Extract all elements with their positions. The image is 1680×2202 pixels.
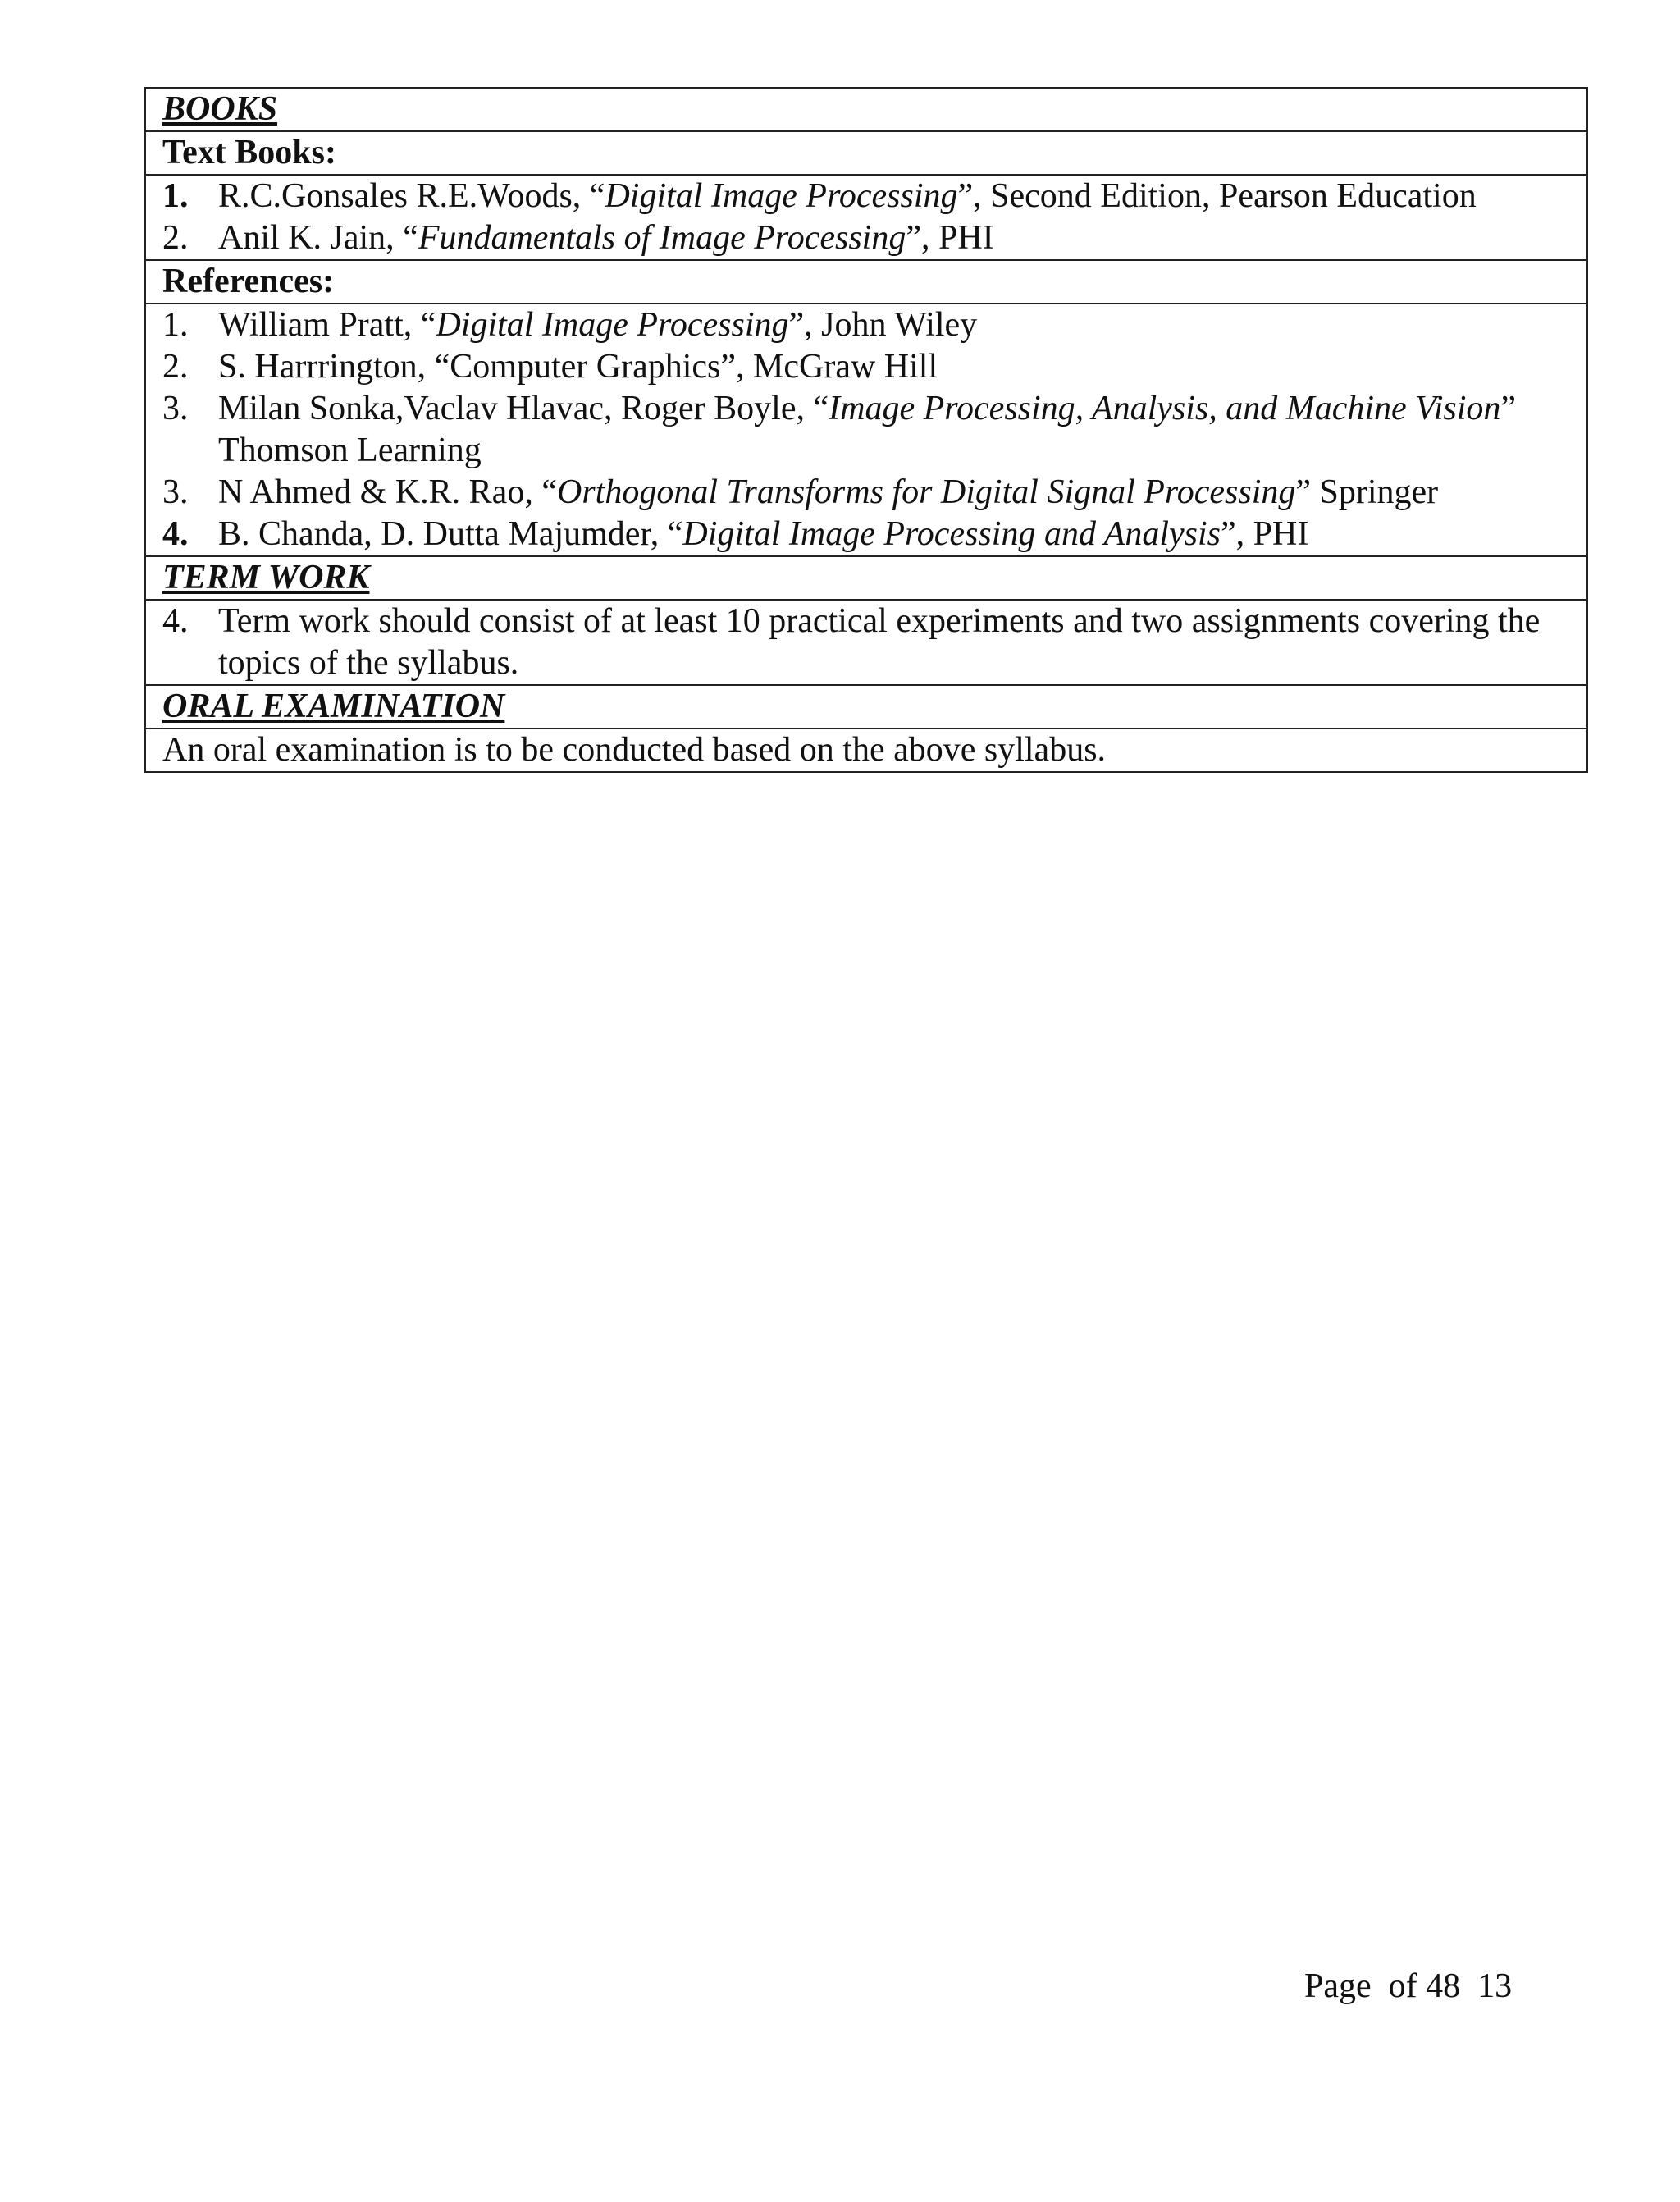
reference-author: B. Chanda, D. Dutta Majumder: [218, 515, 651, 553]
reference-rest: ”, John Wiley: [788, 306, 978, 344]
list-number: 2.: [162, 348, 189, 386]
list-item: [162, 304, 1586, 346]
book-author: Anil K. Jain: [218, 219, 386, 257]
reference-rest: ” Thomson Learning: [218, 390, 1517, 469]
list-item: [162, 601, 1586, 684]
list-number: 1.: [162, 177, 189, 215]
list-item: [162, 217, 1586, 259]
term-work-body: [146, 601, 1586, 686]
reference-author: William Pratt: [218, 306, 404, 344]
book-rest: ”, PHI: [906, 219, 994, 257]
reference-entry: [218, 388, 1586, 472]
list-item: [162, 346, 1586, 388]
book-entry: [218, 176, 1586, 217]
book-entry: [218, 217, 1586, 259]
reference-title: Orthogonal Transforms for Digital Signal Processing: [556, 473, 1296, 511]
book-sep: , “: [572, 177, 605, 215]
references-label: References:: [146, 261, 1586, 304]
term-work-heading: TERM WORK: [146, 557, 1586, 601]
reference-title: Digital Image Processing and Analysis: [682, 515, 1221, 553]
list-number: 3.: [162, 390, 189, 427]
reference-sep: , “: [524, 473, 557, 511]
reference-author: S. Harrrington: [218, 348, 418, 386]
list-item: [162, 176, 1586, 217]
book-title: Digital Image Processing: [605, 177, 958, 215]
list-item: [162, 472, 1586, 514]
list-number: 4.: [162, 602, 189, 640]
book-rest: ”, Second Edition, Pearson Education: [957, 177, 1477, 215]
list-number: 2.: [162, 219, 189, 257]
reference-entry: [218, 472, 1586, 514]
reference-sep: , “: [650, 515, 683, 553]
list-number: 4.: [162, 515, 189, 553]
references-list: [146, 304, 1586, 557]
book-author: R.C.Gonsales R.E.Woods: [218, 177, 573, 215]
reference-entry: [218, 514, 1586, 555]
reference-sep: , “Computer Graphics”, McGraw Hill: [417, 348, 938, 386]
reference-entry: [218, 304, 1586, 346]
book-sep: , “: [386, 219, 418, 257]
reference-rest: ” Springer: [1295, 473, 1439, 511]
reference-sep: , “: [796, 390, 829, 427]
syllabus-books-table: [144, 87, 1588, 773]
list-number: 3.: [162, 473, 189, 511]
list-number: 1.: [162, 306, 189, 344]
list-item: [162, 388, 1586, 472]
oral-examination-text: An oral examination is to be conducted based on the above syllabus.: [162, 731, 1107, 769]
page-number: Page of 48 13: [1304, 1967, 1513, 2005]
term-work-text: Term work should consist of at least 10 practical experiments and two assignments covering the topics of the syllabus.: [218, 602, 1541, 682]
reference-sep: , “: [403, 306, 436, 344]
text-books-label: Text Books:: [146, 132, 1586, 176]
oral-examination-heading: ORAL EXAMINATION: [146, 686, 1586, 729]
text-books-list: [146, 176, 1586, 261]
reference-author: N Ahmed & K.R. Rao: [218, 473, 525, 511]
reference-author: Milan Sonka,Vaclav Hlavac, Roger Boyle: [218, 390, 797, 427]
reference-title: Digital Image Processing: [436, 306, 789, 344]
list-item: [162, 514, 1586, 555]
reference-entry: [218, 346, 1586, 388]
books-heading: BOOKS: [146, 89, 1586, 132]
reference-title: Image Processing, Analysis, and Machine Vision: [829, 390, 1501, 427]
book-title: Fundamentals of Image Processing: [418, 219, 906, 257]
reference-rest: ”, PHI: [1221, 515, 1309, 553]
